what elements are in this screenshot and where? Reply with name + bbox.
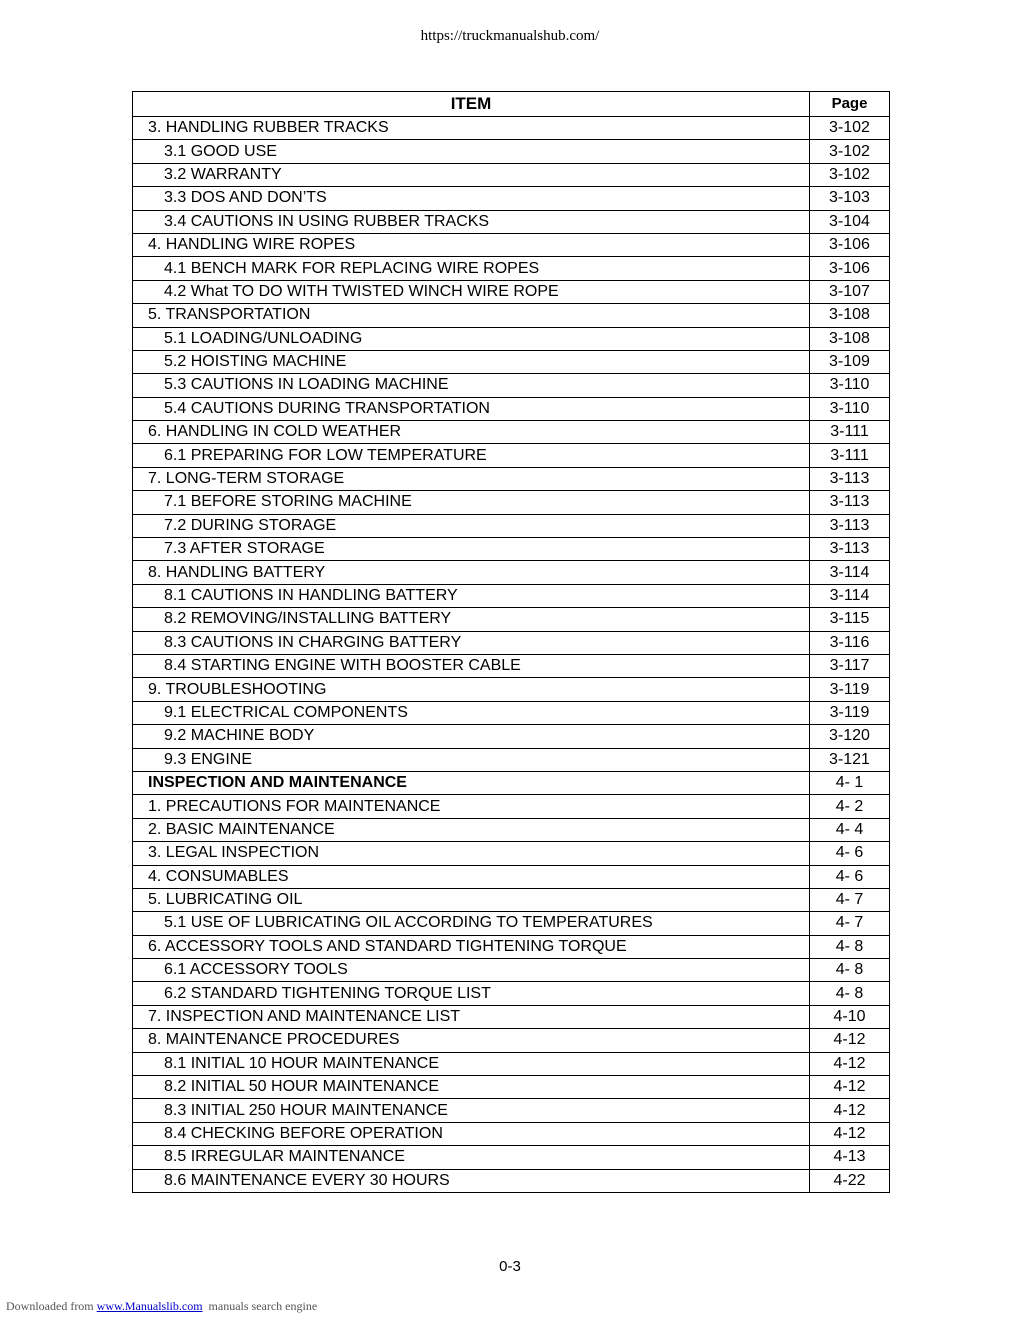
- toc-item-page: 3-120: [810, 725, 890, 748]
- toc-item-page: 3-103: [810, 187, 890, 210]
- table-row: [133, 935, 890, 958]
- toc-item-page: 3-102: [810, 140, 890, 163]
- toc-item-page: 4-22: [810, 1169, 890, 1192]
- manualslib-link[interactable]: www.Manualslib.com: [96, 1299, 203, 1313]
- table-row: [133, 748, 890, 771]
- toc-item-page: 3-113: [810, 514, 890, 537]
- toc-item-title: 4.1 BENCH MARK FOR REPLACING WIRE ROPES: [133, 257, 810, 280]
- download-prefix: Downloaded from: [6, 1299, 94, 1313]
- toc-item-title: 5.2 HOISTING MACHINE: [133, 350, 810, 373]
- toc-item-title: 5.1 USE OF LUBRICATING OIL ACCORDING TO TEMPERATURES: [133, 912, 810, 935]
- toc-item-page: 4- 7: [810, 888, 890, 911]
- toc-item-page: 4-12: [810, 1122, 890, 1145]
- table-row: [133, 514, 890, 537]
- toc-item-title: 5.1 LOADING/UNLOADING: [133, 327, 810, 350]
- toc-item-page: 3-111: [810, 444, 890, 467]
- table-row: [133, 865, 890, 888]
- toc-item-title: 8. MAINTENANCE PROCEDURES: [133, 1029, 810, 1052]
- toc-item-title: 5. LUBRICATING OIL: [133, 888, 810, 911]
- toc-item-title: 9.3 ENGINE: [133, 748, 810, 771]
- toc-item-title: 3. LEGAL INSPECTION: [133, 842, 810, 865]
- toc-item-title: 8.1 CAUTIONS IN HANDLING BATTERY: [133, 584, 810, 607]
- toc-item-page: 4- 7: [810, 912, 890, 935]
- table-row: [133, 187, 890, 210]
- toc-item-title: 8.3 INITIAL 250 HOUR MAINTENANCE: [133, 1099, 810, 1122]
- table-row: [133, 374, 890, 397]
- table-row: [133, 818, 890, 841]
- toc-item-page: 3-110: [810, 374, 890, 397]
- toc-item-page: 4-12: [810, 1076, 890, 1099]
- toc-item-page: 3-119: [810, 701, 890, 724]
- table-row: [133, 608, 890, 631]
- table-row: [133, 561, 890, 584]
- table-row: [133, 117, 890, 140]
- toc-item-page: 4- 8: [810, 982, 890, 1005]
- table-row: [133, 1052, 890, 1075]
- toc-item-title: 8.2 INITIAL 50 HOUR MAINTENANCE: [133, 1076, 810, 1099]
- toc-item-page: 4- 2: [810, 795, 890, 818]
- download-footer: [6, 1299, 317, 1314]
- table-row: [133, 304, 890, 327]
- toc-item-title: 1. PRECAUTIONS FOR MAINTENANCE: [133, 795, 810, 818]
- toc-item-title: 6. HANDLING IN COLD WEATHER: [133, 421, 810, 444]
- toc-item-title: 8.5 IRREGULAR MAINTENANCE: [133, 1146, 810, 1169]
- table-row: [133, 795, 890, 818]
- toc-item-page: 4-12: [810, 1099, 890, 1122]
- toc-item-page: 4- 6: [810, 842, 890, 865]
- toc-item-page: 3-102: [810, 163, 890, 186]
- table-row: [133, 1076, 890, 1099]
- toc-item-title: INSPECTION AND MAINTENANCE: [133, 771, 810, 794]
- table-row: [133, 140, 890, 163]
- header-url: https://truckmanualshub.com/: [420, 28, 600, 44]
- table-row: [133, 1146, 890, 1169]
- toc-item-page: 4- 4: [810, 818, 890, 841]
- toc-item-title: 6.1 PREPARING FOR LOW TEMPERATURE: [133, 444, 810, 467]
- toc-item-page: 3-106: [810, 257, 890, 280]
- toc-item-title: 6. ACCESSORY TOOLS AND STANDARD TIGHTENING TORQUE: [133, 935, 810, 958]
- toc-item-title: 4.2 What TO DO WITH TWISTED WINCH WIRE ROPE: [133, 280, 810, 303]
- toc-item-page: 3-114: [810, 584, 890, 607]
- table-row: [133, 444, 890, 467]
- table-row: [133, 631, 890, 654]
- table-row: [133, 1122, 890, 1145]
- toc-item-title: 6.2 STANDARD TIGHTENING TORQUE LIST: [133, 982, 810, 1005]
- toc-item-page: 4- 6: [810, 865, 890, 888]
- toc-item-title: 3.2 WARRANTY: [133, 163, 810, 186]
- table-row: [133, 350, 890, 373]
- table-row: [133, 491, 890, 514]
- toc-item-page: 4- 8: [810, 935, 890, 958]
- toc-item-page: 3-102: [810, 117, 890, 140]
- table-row: [133, 1005, 890, 1028]
- toc-item-title: 8.1 INITIAL 10 HOUR MAINTENANCE: [133, 1052, 810, 1075]
- column-header-page: Page: [810, 92, 890, 117]
- toc-item-page: 3-113: [810, 491, 890, 514]
- toc-item-title: 9.1 ELECTRICAL COMPONENTS: [133, 701, 810, 724]
- toc-item-title: 3.3 DOS AND DON’TS: [133, 187, 810, 210]
- table-row: [133, 233, 890, 256]
- toc-item-title: 4. CONSUMABLES: [133, 865, 810, 888]
- table-row: [133, 467, 890, 490]
- toc-item-page: 3-110: [810, 397, 890, 420]
- toc-item-title: 6.1 ACCESSORY TOOLS: [133, 959, 810, 982]
- toc-item-page: 3-111: [810, 421, 890, 444]
- table-row: [133, 701, 890, 724]
- toc-item-page: 3-121: [810, 748, 890, 771]
- toc-item-page: 4-12: [810, 1052, 890, 1075]
- table-row: [133, 959, 890, 982]
- toc-item-title: 7.1 BEFORE STORING MACHINE: [133, 491, 810, 514]
- toc-item-title: 7.3 AFTER STORAGE: [133, 538, 810, 561]
- table-row: [133, 678, 890, 701]
- download-suffix: manuals search engine: [208, 1299, 318, 1313]
- toc-item-page: 3-116: [810, 631, 890, 654]
- toc-item-page: 3-107: [810, 280, 890, 303]
- toc-item-page: 4-12: [810, 1029, 890, 1052]
- toc-item-title: 8.4 STARTING ENGINE WITH BOOSTER CABLE: [133, 654, 810, 677]
- table-row: [133, 280, 890, 303]
- toc-item-title: 3.1 GOOD USE: [133, 140, 810, 163]
- table-header-row: [133, 92, 890, 117]
- table-row: [133, 327, 890, 350]
- toc-item-title: 8. HANDLING BATTERY: [133, 561, 810, 584]
- table-row: [133, 210, 890, 233]
- toc-item-title: 7.2 DURING STORAGE: [133, 514, 810, 537]
- toc-item-page: 4- 8: [810, 959, 890, 982]
- toc-table: [132, 91, 890, 1193]
- table-row: [133, 654, 890, 677]
- toc-item-title: 9. TROUBLESHOOTING: [133, 678, 810, 701]
- toc-item-title: 8.3 CAUTIONS IN CHARGING BATTERY: [133, 631, 810, 654]
- toc-item-page: 3-108: [810, 304, 890, 327]
- toc-item-page: 3-119: [810, 678, 890, 701]
- toc-item-title: 2. BASIC MAINTENANCE: [133, 818, 810, 841]
- table-row: [133, 1029, 890, 1052]
- toc-item-page: 3-113: [810, 467, 890, 490]
- toc-item-title: 9.2 MACHINE BODY: [133, 725, 810, 748]
- toc-item-title: 7. LONG-TERM STORAGE: [133, 467, 810, 490]
- toc-item-page: 3-108: [810, 327, 890, 350]
- toc-item-title: 4. HANDLING WIRE ROPES: [133, 233, 810, 256]
- toc-item-page: 3-109: [810, 350, 890, 373]
- toc-item-title: 5.3 CAUTIONS IN LOADING MACHINE: [133, 374, 810, 397]
- toc-body: [133, 117, 890, 1193]
- toc-item-title: 5.4 CAUTIONS DURING TRANSPORTATION: [133, 397, 810, 420]
- toc-item-title: 3.4 CAUTIONS IN USING RUBBER TRACKS: [133, 210, 810, 233]
- table-row: [133, 584, 890, 607]
- table-row: [133, 397, 890, 420]
- toc-item-title: 8.2 REMOVING/INSTALLING BATTERY: [133, 608, 810, 631]
- table-row: [133, 421, 890, 444]
- toc-item-page: 4-10: [810, 1005, 890, 1028]
- toc-item-title: 3. HANDLING RUBBER TRACKS: [133, 117, 810, 140]
- page-number: 0-3: [499, 1258, 521, 1275]
- table-row: [133, 771, 890, 794]
- toc-item-page: 3-104: [810, 210, 890, 233]
- toc-item-page: 3-114: [810, 561, 890, 584]
- table-row: [133, 888, 890, 911]
- toc-item-page: 3-106: [810, 233, 890, 256]
- table-row: [133, 842, 890, 865]
- toc-item-page: 3-115: [810, 608, 890, 631]
- table-row: [133, 912, 890, 935]
- table-row: [133, 538, 890, 561]
- toc-item-title: 8.6 MAINTENANCE EVERY 30 HOURS: [133, 1169, 810, 1192]
- toc-item-page: 4- 1: [810, 771, 890, 794]
- table-row: [133, 1169, 890, 1192]
- table-row: [133, 1099, 890, 1122]
- toc-item-title: 7. INSPECTION AND MAINTENANCE LIST: [133, 1005, 810, 1028]
- toc-item-page: 4-13: [810, 1146, 890, 1169]
- toc-item-page: 3-113: [810, 538, 890, 561]
- column-header-item: ITEM: [133, 92, 810, 117]
- table-row: [133, 257, 890, 280]
- table-row: [133, 725, 890, 748]
- toc-item-title: 5. TRANSPORTATION: [133, 304, 810, 327]
- toc-item-title: 8.4 CHECKING BEFORE OPERATION: [133, 1122, 810, 1145]
- toc-item-page: 3-117: [810, 654, 890, 677]
- table-row: [133, 982, 890, 1005]
- table-row: [133, 163, 890, 186]
